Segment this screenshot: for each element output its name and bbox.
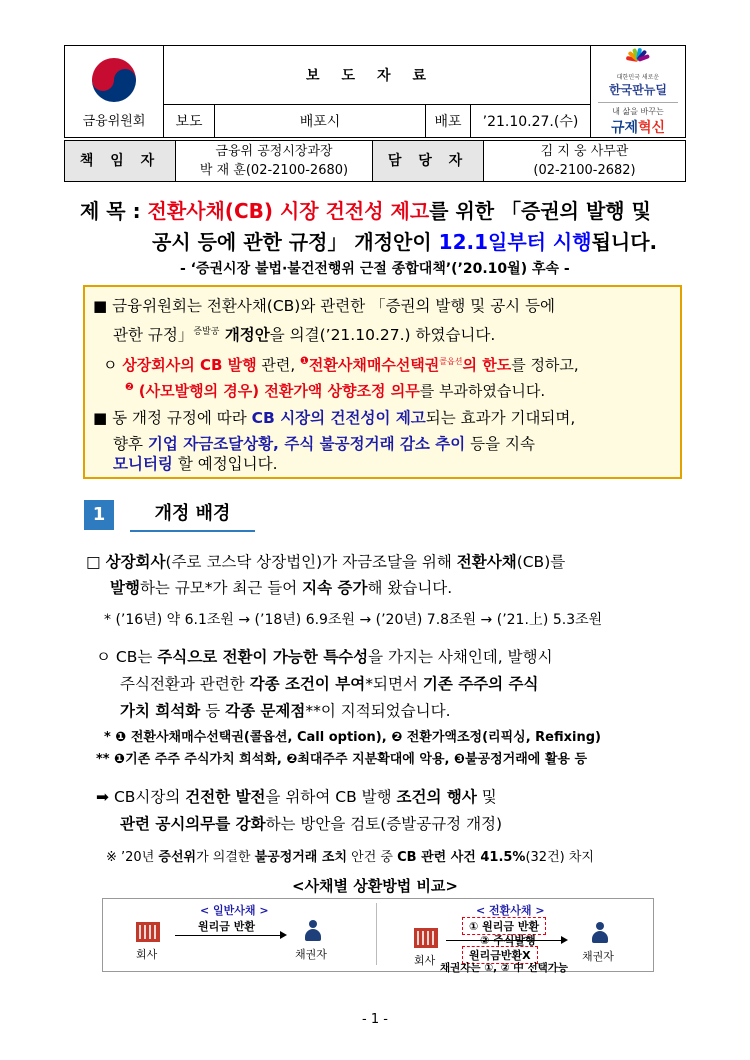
body-paragraph-2: ㅇ CB는 주식으로 전환이 가능한 특수성을 가지는 사채인데, 발행시 <box>96 648 553 666</box>
release-value: 배포시 <box>215 104 426 137</box>
org-name: 금융위원회 <box>82 114 146 129</box>
brand-cell <box>591 46 686 138</box>
general-creditor-label: 채권자 <box>295 948 327 961</box>
summary-box: ■ 금융위원회는 전환사채(CB)와 관련한 「증권의 발행 및 공시 등에 관한 규정」$^{증발공}$ 개정안을 의결(’21.10.27.) 하였습니다. ㅇ 상장회사의 CB 발행 관련, $^❶$전환사채매수선택권$^{콜옵션}$의 한도를 정하고, $^❷$ (사모발행의 경우) 전환가액 상향조정 의무를 부과하였습니다. ■ 동 개정 규정에 따라 CB 시장의 건전성이 제고되는 효과가 기대되며, 향후 기업 자금조달상황, 주식 불공정거래 감소 추이 등을 지속 모니터링 할 예정입니다. <box>83 285 682 479</box>
diagram-divider <box>376 903 377 965</box>
new-deal-logo-icon <box>618 46 658 72</box>
org-logo-cell <box>65 46 164 138</box>
header-table <box>64 45 686 138</box>
responsible-person: 금융위 공정시장과장 박 재 훈(02-2100-2680) <box>176 141 373 182</box>
general-company-label: 회사 <box>136 948 158 961</box>
body-paragraph-3: ➡ CB시장의 건전한 발전을 위하여 CB 발행 조건의 행사 및 <box>96 788 497 806</box>
distribution-label: 배포 <box>426 104 471 137</box>
reference-note: ※ ’20년 증선위가 의결한 불공정거래 조치 안건 중 CB 관련 사건 41.5%(32건) 차지 <box>106 850 594 865</box>
creditor-choice-note: 채권자는 ①, ② 中 선택가능 <box>440 962 569 974</box>
company-building-icon-2 <box>414 928 438 948</box>
creditor-person-icon <box>303 920 323 942</box>
general-bond-heading: < 일반사채 > <box>200 904 269 917</box>
footnote-conditions: * ❶ 전환사채매수선택권(콜옵션, Call option), ❷ 전환가액조정(리픽싱, Refixing) <box>104 730 601 745</box>
diagram-caption: <사채별 상환방법 비교> <box>292 877 458 895</box>
footnote-problems: ** ❶기존 주주 주식가치 희석화, ❷최대주주 지분확대에 악용, ❸불공정거래에 활용 등 <box>96 752 588 767</box>
page-number: - 1 - <box>362 1012 388 1027</box>
summary-sub-1: ㅇ 상장회사의 CB 발행 관련, $^❶$전환사채매수선택권$^{콜옵션}$의 한도를 정하고, <box>103 356 579 374</box>
doc-title: 보도자료 <box>164 46 591 105</box>
general-repay-label: 원리금 반환 <box>198 920 255 933</box>
summary-bullet-1: ■ 금융위원회는 전환사채(CB)와 관련한 「증권의 발행 및 공시 등에 <box>93 297 556 315</box>
release-label: 보도 <box>164 104 215 137</box>
option-stock-note: 원리금반환X <box>462 946 538 964</box>
option-stock: ② 주식발행 <box>480 934 536 947</box>
new-deal-logo: 대한민국 새로운 한국판뉴딜 <box>609 74 667 97</box>
convertible-company-label: 회사 <box>414 954 436 967</box>
convertible-creditor-label: 채권자 <box>582 950 614 963</box>
section-number: 1 <box>84 500 114 530</box>
contacts-table <box>64 140 686 182</box>
summary-bullet-2: ■ 동 개정 규정에 따라 CB 시장의 건전성이 제고되는 효과가 기대되며, <box>93 409 576 427</box>
subject-title: 제 목 : 전환사채(CB) 시장 건전성 제고를 위한 「증권의 발행 및 공시 등에 관한 규정」 개정안이 12.1일부터 시행됩니다. <box>80 199 658 254</box>
staff-label: 담 당 자 <box>373 141 484 182</box>
subject-subtitle: - ‘증권시장 불법·불건전행위 근절 종합대책’(’20.10월) 후속 - <box>180 261 570 277</box>
creditor-person-icon-2 <box>590 922 610 944</box>
company-building-icon <box>136 922 160 942</box>
government-emblem-icon <box>92 58 136 102</box>
general-arrow-icon <box>175 935 285 936</box>
section-title: 개정 배경 <box>130 500 255 532</box>
responsible-label: 책 임 자 <box>65 141 176 182</box>
regulatory-innovation-logo: 내 삶을 바꾸는 규제혁신 <box>610 107 666 136</box>
convertible-bond-heading: < 전환사채 > <box>476 904 545 917</box>
body-paragraph-1: □ 상장회사(주로 코스닥 상장법인)가 자금조달을 위해 전환사채(CB)를 <box>86 553 566 571</box>
distribution-date: ’21.10.27.(수) <box>471 104 591 137</box>
staff-person: 김 지 웅 사무관 (02-2100-2682) <box>484 141 686 182</box>
footnote-cb-volume: * (’16년) 약 6.1조원 → (’18년) 6.9조원 → (’20년) 7.8조원 → (’21.上) 5.3조원 <box>104 612 603 628</box>
option-repay: ① 원리금 반환 <box>462 917 546 935</box>
